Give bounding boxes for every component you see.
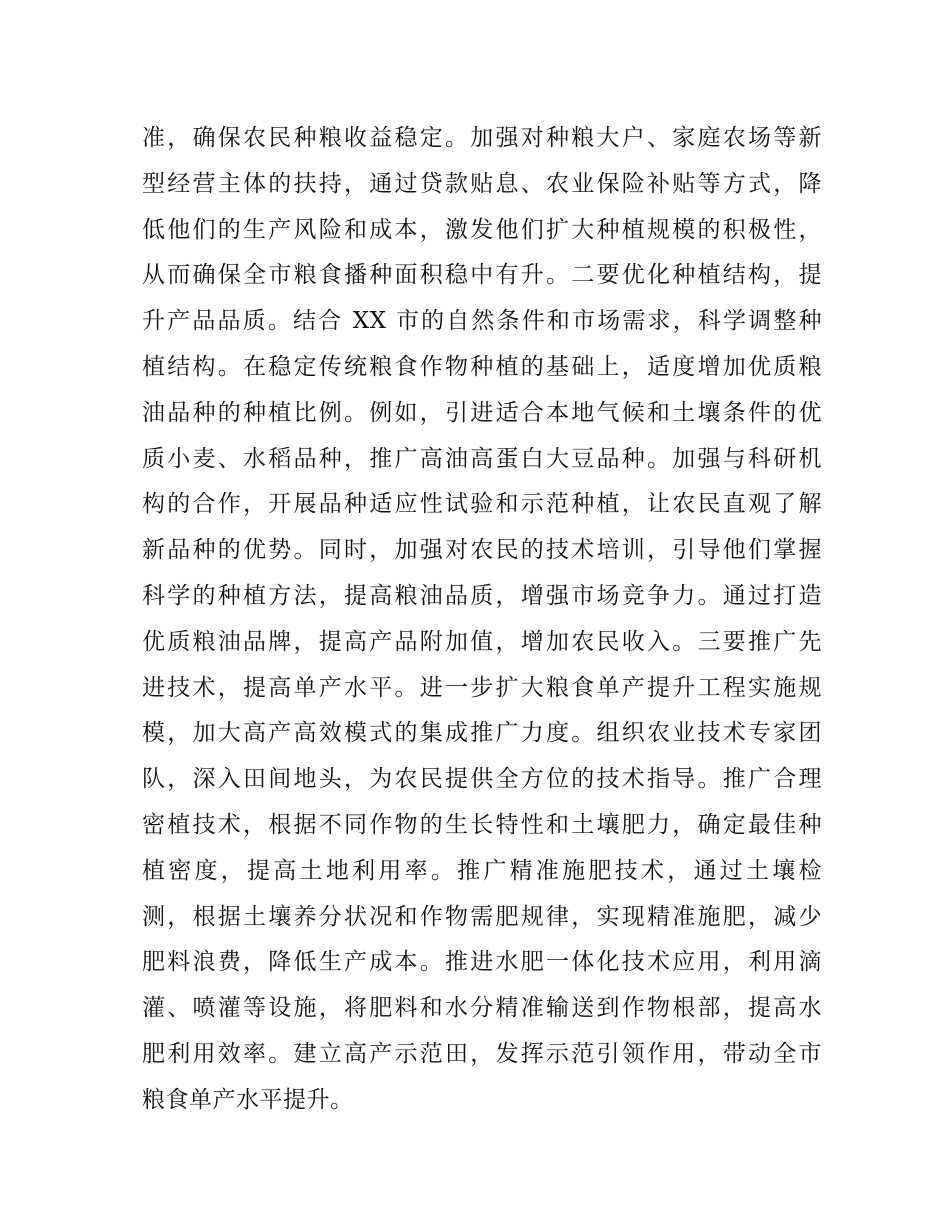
text-line: 低他们的生产风险和成本，激发他们扩大种植规模的积极性， — [142, 216, 822, 243]
text-line: 进技术，提高单产水平。进一步扩大粮食单产提升工程实施规 — [142, 674, 822, 701]
text-line: 型经营主体的扶持，通过贷款贴息、农业保险补贴等方式，降 — [142, 170, 822, 197]
text-line: 升产品品质。结合 XX 市的自然条件和市场需求，科学调整种 — [142, 308, 822, 335]
text-line: 肥利用效率。建立高产示范田，发挥示范引领作用，带动全市 — [142, 1040, 822, 1067]
text-line: 粮食单产水平提升。 — [142, 1086, 354, 1113]
text-line: 质小麦、水稻品种，推广高油高蛋白大豆品种。加强与科研机 — [142, 445, 822, 472]
body-paragraph — [142, 116, 822, 1124]
text-line: 植密度，提高土地利用率。推广精准施肥技术，通过土壤检 — [142, 857, 822, 884]
text-line: 油品种的种植比例。例如，引进适合本地气候和土壤条件的优 — [142, 399, 822, 426]
text-line: 密植技术，根据不同作物的生长特性和土壤肥力，确定最佳种 — [142, 811, 822, 838]
text-line: 测，根据土壤养分状况和作物需肥规律，实现精准施肥，减少 — [142, 903, 822, 930]
text-line: 队，深入田间地头，为农民提供全方位的技术指导。推广合理 — [142, 766, 822, 793]
text-line: 模，加大高产高效模式的集成推广力度。组织农业技术专家团 — [142, 720, 822, 747]
text-line: 从而确保全市粮食播种面积稳中有升。二要优化种植结构，提 — [142, 262, 822, 289]
text-line: 构的合作，开展品种适应性试验和示范种植，让农民直观了解 — [142, 491, 822, 518]
text-line: 准，确保农民种粮收益稳定。加强对种粮大户、家庭农场等新 — [142, 125, 822, 151]
text-line: 灌、喷灌等设施，将肥料和水分精准输送到作物根部，提高水 — [142, 995, 822, 1022]
text-line: 植结构。在稳定传统粮食作物种植的基础上，适度增加优质粮 — [142, 353, 822, 380]
text-line: 科学的种植方法，提高粮油品质，增强市场竞争力。通过打造 — [142, 582, 822, 609]
text-line: 肥料浪费，降低生产成本。推进水肥一体化技术应用，利用滴 — [142, 949, 822, 976]
text-line: 优质粮油品牌，提高产品附加值，增加农民收入。三要推广先 — [142, 628, 822, 655]
text-line: 新品种的优势。同时，加强对农民的技术培训，引导他们掌握 — [142, 537, 822, 564]
